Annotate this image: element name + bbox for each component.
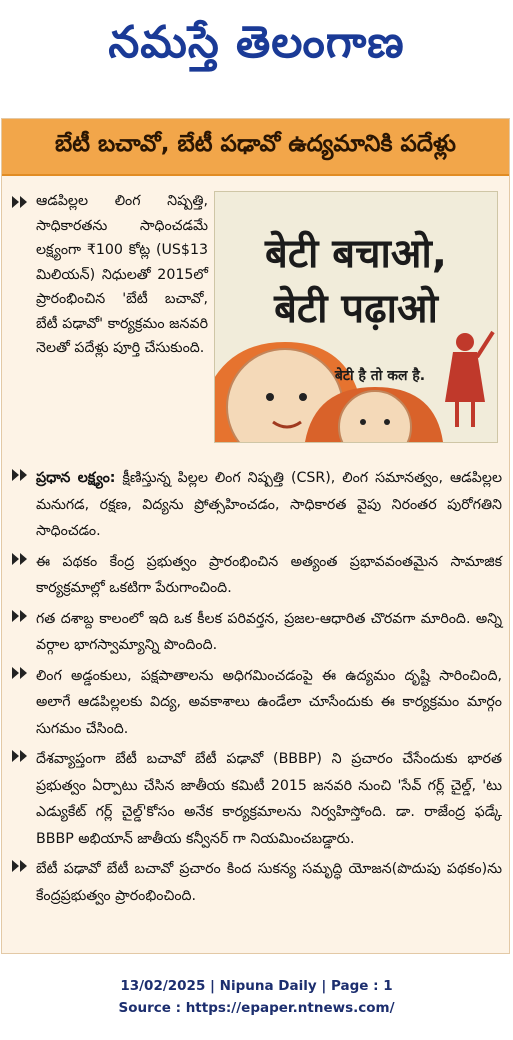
footer-source-line: Source : https://epaper.ntnews.com/: [118, 1000, 395, 1016]
article-lead-paragraph: ఆడపిల్లల లింగ నిష్పత్తి, సాధికారతను సాధించడమే లక్ష్యంగా ₹100 కోట్ల (US$13 మిలియన్) నిధులతో 2015లో ప్రారంభించిన 'బేటీ బచావో, బేటీ పఢావో' కార్యక్రమం జనవరి నెలతో పదేళ్లు పూర్తి చేసుకుంది.: [36, 193, 208, 356]
double-arrow-icon: [12, 549, 30, 576]
page-footer: [0, 975, 513, 1019]
double-arrow-icon: [12, 746, 30, 773]
bullet-item: [12, 465, 502, 545]
bullet-text: బేటీ పఢావో బేటీ బచావో ప్రచారం కింద సుకన్య సమృద్ధి యోజన(పొదుపు పథకం)ను కేంద్రప్రభుత్వం ప్రారంభించింది.: [36, 861, 502, 904]
double-arrow-icon: [12, 465, 30, 492]
article-bullet-list: [12, 465, 502, 913]
bullet-text: ఈ పథకం కేంద్ర ప్రభుత్వం ప్రారంభించిన అత్యంత ప్రభావవంతమైన సామాజిక కార్యక్రమాల్లో ఒకటిగా పేరుగాంచింది.: [36, 553, 502, 596]
bullet-item: [12, 856, 502, 909]
article-headline-bar: [2, 119, 509, 176]
double-arrow-icon: [12, 663, 30, 690]
poster-line-2: बेटी पढ़ाओ: [274, 286, 438, 332]
bullet-item: [12, 746, 502, 852]
bullet-text: లింగ అడ్డంకులు, పక్షపాతాలను అధిగమించడంపై ఈ ఉద్యమం దృష్టి సారించింది, అలాగే ఆడపిల్లలకు విద్య, అవకాశాలు ఉండేలా చూసేందుకు ఈ కార్యక్రమం మార్గం సుగమం చేసింది.: [36, 667, 502, 737]
newspaper-masthead: [0, 8, 513, 88]
bullet-text: క్షీణిస్తున్న పిల్లల లింగ నిష్పత్తి (CSR), లింగ సమానత్వం, ఆడపిల్లల మనుగడ, రక్షణ, విద్యను ప్రోత్సహించడం, సాధికారత వైపు నిరంతర పురోగతిని సాధించడం.: [36, 470, 503, 539]
bullet-text: గత దశాబ్ద కాలంలో ఇది ఒక కీలక పరివర్తన, ప్రజల-ఆధారిత చొరవగా మారింది. అన్ని వర్గాల భాగస్వామ్యాన్ని పొందింది.: [36, 610, 502, 653]
campaign-poster-image: [214, 191, 498, 443]
bullet-item: [12, 549, 502, 602]
footer-date-line: 13/02/2025 | Nipuna Daily | Page : 1: [120, 978, 393, 994]
standing-girl-silhouette-icon: [445, 332, 493, 427]
bullet-text: దేశవ్యాప్తంగా బేటీ బచావో బేటీ పఢావో (BBBP) ని ప్రచారం చేసేందుకు భారత ప్రభుత్వం ఏర్పాటు చేసిన జాతీయ కమిటీ 2015 జనవరి నుంచి 'సేవ్ గర్ల్ చైల్డ్, 'టు ఎడ్యుకేట్ గర్ల్ చైల్డ్'కోసం అనేక కార్యక్రమాలను నిర్వహిస్తోంది. డా. రాజేంద్ర ఫడ్కే BBBP అభియాన్ జాతీయ కన్వీనర్ గా నియమించబడ్డారు.: [36, 751, 502, 847]
article-headline: బేటీ బచావో, బేటీ పఢావో ఉద్యమానికి పదేళ్లు: [55, 130, 456, 157]
poster-line-1: बेटी बचाओ,: [264, 231, 448, 277]
double-arrow-icon: [12, 856, 30, 883]
bullet-keyword: ప్రధాన లక్ష్యం:: [36, 470, 116, 486]
bullet-item: [12, 606, 502, 659]
poster-tagline: बेटी है तो कल है.: [334, 368, 426, 384]
masthead-title: నమస్తే తెలంగాణ: [108, 17, 405, 68]
double-arrow-icon: [12, 606, 30, 633]
lead-bullet-icon: [12, 193, 30, 212]
bullet-item: [12, 663, 502, 743]
article-panel: [1, 118, 510, 954]
